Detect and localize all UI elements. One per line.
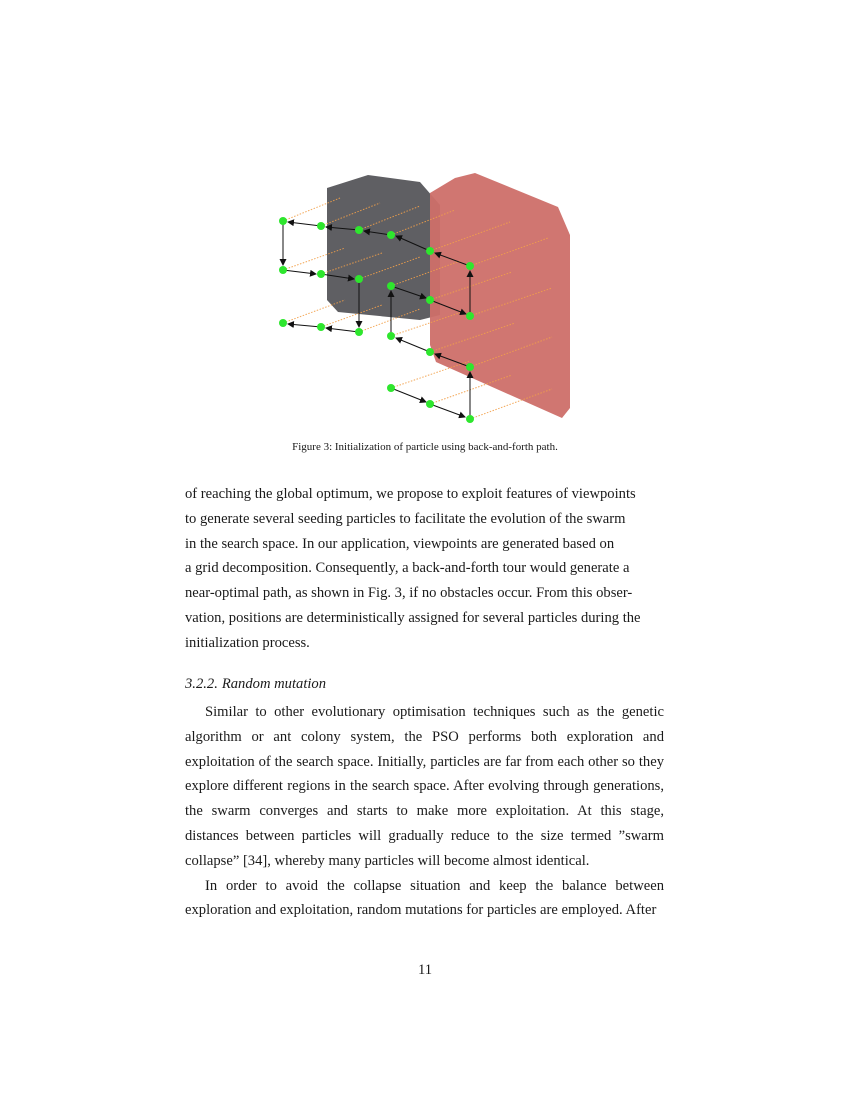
- particle: [426, 247, 434, 255]
- particle: [355, 328, 363, 336]
- page-number: 11: [417, 962, 433, 978]
- text-line: to generate several seeding particles to facilitate the evolution of the swarm: [185, 510, 626, 527]
- figure-3: [270, 165, 580, 430]
- particle: [387, 282, 395, 290]
- particle: [317, 270, 325, 278]
- text-line: initialization process.: [185, 634, 310, 651]
- particle: [279, 319, 287, 327]
- particle: [426, 400, 434, 408]
- particle: [317, 222, 325, 230]
- particle-path-diagram: [270, 165, 580, 430]
- section-title: Random mutation: [221, 676, 327, 692]
- particle: [387, 384, 395, 392]
- text-line: near-optimal path, as shown in Fig. 3, if no obstacles occur. From this obser-: [185, 585, 633, 602]
- particle: [387, 332, 395, 340]
- particle: [387, 231, 395, 239]
- section-number: 3.2.2.: [185, 676, 218, 692]
- particle: [317, 323, 325, 331]
- particle: [466, 262, 474, 270]
- text-line: in the search space. In our application, viewpoints are generated based on: [185, 535, 615, 552]
- paragraph-2-container: [185, 700, 664, 923]
- particle: [279, 217, 287, 225]
- text-line: a grid decomposition. Consequently, a back-and-forth tour would generate a: [185, 560, 630, 577]
- particle: [466, 312, 474, 320]
- particle: [466, 415, 474, 423]
- paragraph-2: Similar to other evolutionary optimisation techniques such as the genetic algorithm or ant colony system, the PSO performs both exploration and exploitation of the search space. Initially, particles are far from each other so they explore different regions in the search space. After evolving through generations, the swarm converges and starts to make more exploitation. At this stage, distances between particles will gradually reduce to the size termed ”swarm collapse” [34], whereby many particles will become almost identical.: [185, 704, 664, 869]
- text-line: vation, positions are deterministically assigned for several particles during the: [185, 609, 641, 626]
- particle: [426, 296, 434, 304]
- particle: [426, 348, 434, 356]
- particle: [355, 226, 363, 234]
- particle: [355, 275, 363, 283]
- section-heading: [185, 676, 326, 693]
- paragraph-3: In order to avoid the collapse situation and keep the balance between exploration and exploitation, random mutations for particles are employed. After: [185, 877, 664, 919]
- particle: [466, 363, 474, 371]
- text-line: of reaching the global optimum, we propose to exploit features of viewpoints: [185, 486, 636, 502]
- red-obstacle: [430, 173, 570, 418]
- figure-caption: Figure 3: Initialization of particle using back-and-forth path.: [292, 441, 558, 453]
- particle: [279, 266, 287, 274]
- paragraph-1: [185, 482, 664, 656]
